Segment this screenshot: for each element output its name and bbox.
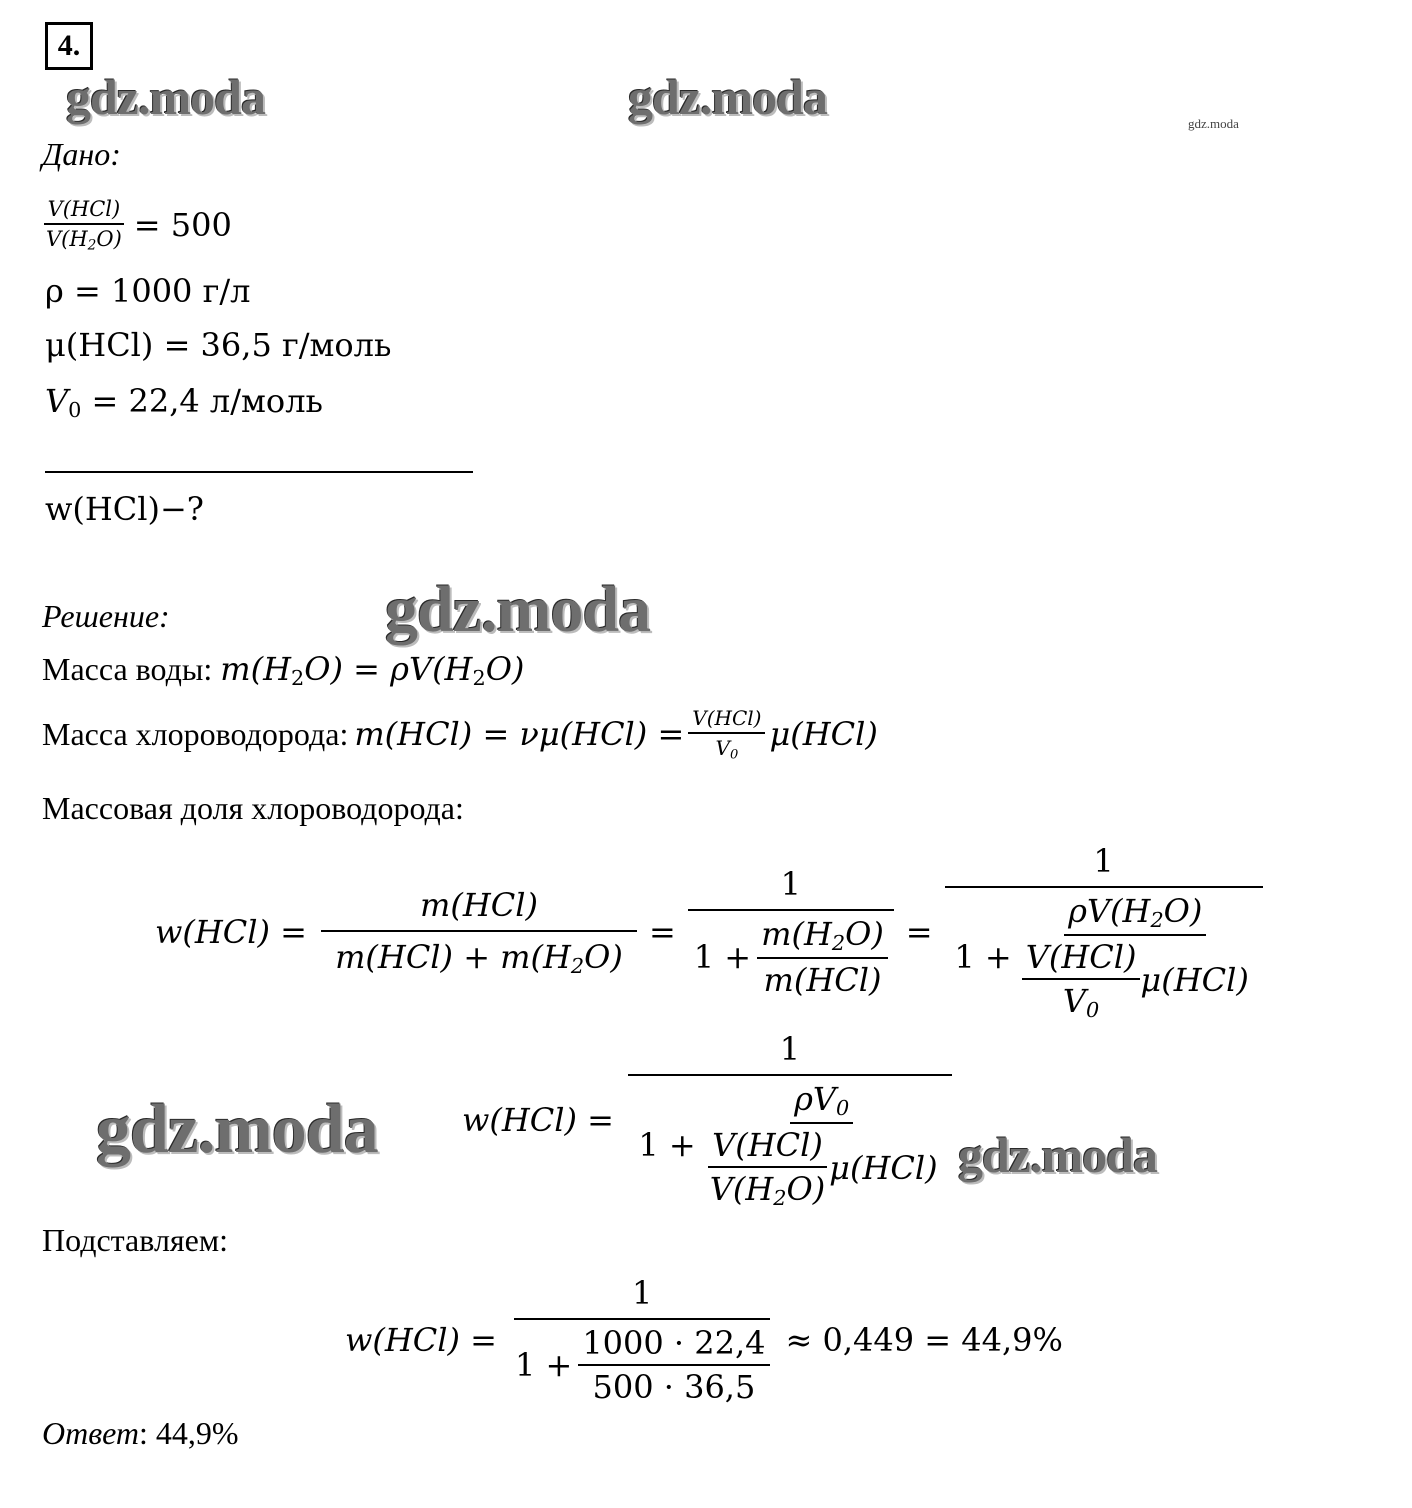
watermark: gdz.moda xyxy=(628,69,827,125)
hcl-mass-line: Масса хлороводорода: m(HCl) = νμ(HCl) = $\frac{\text{V(HCl)}}{V_0}$ μ(HCl) xyxy=(42,706,878,763)
watermark-small: gdz.moda xyxy=(1188,116,1239,131)
water-mass-line: Масса воды: $m(H_2O) = \rho V(H_2O)$ xyxy=(42,650,525,691)
problem-number: 4. xyxy=(45,22,93,70)
given-heading: Дано: xyxy=(42,136,121,172)
equation-simplified: w(HCl) = 1 1 + $\rho V_0$ $\frac{\text{V(HCl)}}{V(H_2O)}$ μ(HCl) xyxy=(462,1030,952,1210)
given-density: ρ = 1000 г/л xyxy=(45,272,251,310)
solution-heading: Решение: xyxy=(42,598,170,634)
ratio-value: = 500 xyxy=(133,206,232,245)
ratio-numerator: V(HCl) xyxy=(44,197,125,225)
given-divider xyxy=(45,471,473,473)
mass-fraction-label: Массовая доля хлороводорода: xyxy=(42,790,464,826)
find-unknown: w(HCl)−? xyxy=(45,490,204,528)
answer: Ответ: 44,9% xyxy=(42,1415,239,1451)
equation-general: w(HCl) = $\frac{\text{m(HCl)}}{m(HCl) + m(H_2O)}$ = 1 1 + $\frac{m(H_2O)}{\text{m(HCl)}}$ = 1 1 + $\rho V(H_2O)$ $\frac{\text{V(HCl)}}{V_0}$ μ(HCl) xyxy=(155,842,1263,1022)
watermark: gdz.moda xyxy=(66,69,265,125)
watermark: gdz.moda xyxy=(385,573,651,646)
equation-numeric: w(HCl) = 1 1 + $\frac{1000 \cdot 22,4}{500 \cdot 36,5}$ ≈ 0,449 = 44,9% xyxy=(345,1274,1063,1406)
given-molar-volume: $V_0 = 22,4$ л/моль xyxy=(45,382,323,423)
given-ratio xyxy=(42,186,232,253)
ratio-denominator: $V(H_2O)$ xyxy=(46,227,122,254)
watermark: gdz.moda xyxy=(96,1091,378,1168)
watermark: gdz.moda xyxy=(958,1127,1157,1183)
given-molar-mass: μ(HCl) = 36,5 г/моль xyxy=(45,326,392,364)
substitute-label: Подставляем: xyxy=(42,1222,228,1258)
